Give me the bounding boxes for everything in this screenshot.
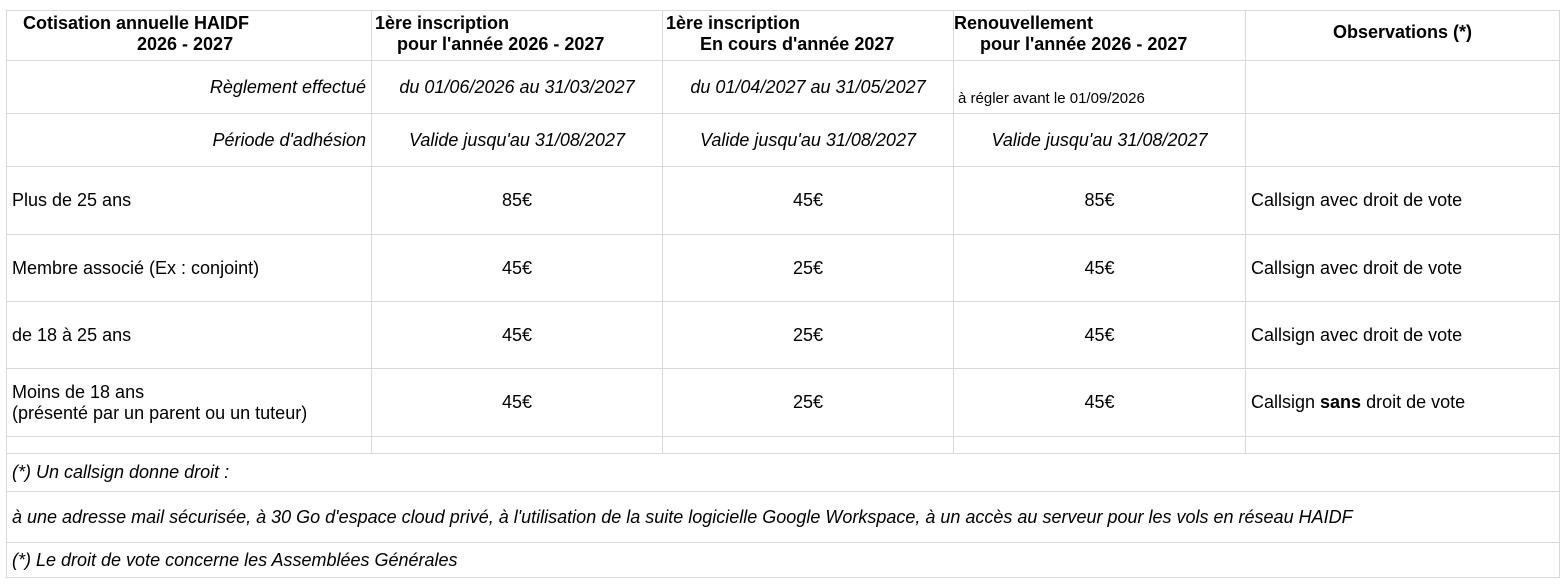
header-cell-first-registration-in-year bbox=[663, 11, 954, 61]
period-first-registration-validity: Valide jusqu'au 31/08/2027 bbox=[372, 114, 663, 167]
payment-row-label: Règlement effectué bbox=[7, 61, 372, 114]
table-row bbox=[7, 369, 1560, 437]
period-observations-cell bbox=[1246, 114, 1560, 167]
period-in-year-validity: Valide jusqu'au 31/08/2027 bbox=[663, 114, 954, 167]
header-first-registration-years: pour l'année 2026 - 2027 bbox=[397, 34, 605, 54]
header-in-year-title: 1ère inscription bbox=[666, 13, 801, 33]
observation-text-start: Callsign avec droit de vote bbox=[1251, 257, 1463, 278]
empty-cell bbox=[663, 437, 954, 454]
payment-observations-cell bbox=[1246, 61, 1560, 114]
callsign-note-title: (*) Un callsign donne droit : bbox=[7, 454, 1560, 492]
payment-first-registration-dates: du 01/06/2026 au 31/03/2027 bbox=[372, 61, 663, 114]
first-registration-fee: 45€ bbox=[372, 302, 663, 369]
header-annual-fee-years: 2026 - 2027 bbox=[137, 34, 234, 54]
category-label bbox=[7, 369, 372, 437]
first-registration-fee: 45€ bbox=[372, 369, 663, 437]
header-cell-annual-fee bbox=[7, 11, 372, 61]
category-label: de 18 à 25 ans bbox=[7, 302, 372, 369]
renewal-fee: 45€ bbox=[954, 369, 1246, 437]
observation-text-start: Callsign bbox=[1251, 392, 1321, 412]
header-cell-observations: Observations (*) bbox=[1246, 11, 1560, 61]
header-first-registration-title: 1ère inscription bbox=[375, 13, 510, 33]
observation-text bbox=[1246, 302, 1560, 369]
header-renewal-title: Renouvellement bbox=[954, 13, 1094, 33]
empty-cell bbox=[7, 437, 372, 454]
period-row bbox=[7, 114, 1560, 167]
header-row bbox=[7, 11, 1560, 61]
observation-text bbox=[1246, 369, 1560, 437]
observation-text-start: Callsign avec droit de vote bbox=[1251, 324, 1463, 345]
empty-cell bbox=[954, 437, 1246, 454]
category-label-detail: (présenté par un parent ou un tuteur) bbox=[12, 402, 308, 423]
renewal-fee: 85€ bbox=[954, 167, 1246, 235]
empty-row bbox=[7, 437, 1560, 454]
note-row bbox=[7, 454, 1560, 492]
period-row-label: Période d'adhésion bbox=[7, 114, 372, 167]
period-renewal-validity: Valide jusqu'au 31/08/2027 bbox=[954, 114, 1246, 167]
membership-fee-table bbox=[6, 10, 1560, 578]
in-year-fee: 25€ bbox=[663, 235, 954, 302]
first-registration-fee: 85€ bbox=[372, 167, 663, 235]
in-year-fee: 25€ bbox=[663, 369, 954, 437]
observation-text-end: droit de vote bbox=[1361, 392, 1466, 412]
first-registration-fee: 45€ bbox=[372, 235, 663, 302]
header-in-year-subtitle: En cours d'année 2027 bbox=[700, 34, 895, 54]
note-row bbox=[7, 543, 1560, 578]
note-row bbox=[7, 492, 1560, 543]
header-cell-first-registration bbox=[372, 11, 663, 61]
empty-cell bbox=[1246, 437, 1560, 454]
header-cell-renewal bbox=[954, 11, 1246, 61]
empty-cell bbox=[372, 437, 663, 454]
observation-text-start: Callsign avec droit de vote bbox=[1251, 190, 1463, 210]
payment-row bbox=[7, 61, 1560, 114]
voting-rights-note: (*) Le droit de vote concerne les Assemblées Générales bbox=[7, 543, 1560, 578]
renewal-fee: 45€ bbox=[954, 235, 1246, 302]
category-label: Membre associé (Ex : conjoint) bbox=[7, 235, 372, 302]
table-row bbox=[7, 167, 1560, 235]
callsign-benefits-note: à une adresse mail sécurisée, à 30 Go d'espace cloud privé, à l'utilisation de la suite logicielle Google Workspace, à un accès au serveur pour les vols en réseau HAIDF bbox=[7, 492, 1560, 543]
table-row bbox=[7, 302, 1560, 369]
observation-text bbox=[1246, 235, 1560, 302]
in-year-fee: 25€ bbox=[663, 302, 954, 369]
category-label: Plus de 25 ans bbox=[7, 167, 372, 235]
table-row bbox=[7, 235, 1560, 302]
category-label-main: Moins de 18 ans bbox=[12, 381, 145, 402]
header-renewal-years: pour l'année 2026 - 2027 bbox=[980, 34, 1188, 54]
header-annual-fee-title: Cotisation annuelle HAIDF bbox=[23, 13, 250, 33]
payment-in-year-dates: du 01/04/2027 au 31/05/2027 bbox=[663, 61, 954, 114]
renewal-fee: 45€ bbox=[954, 302, 1246, 369]
observation-emphasis: sans bbox=[1320, 392, 1362, 412]
payment-renewal-deadline: à régler avant le 01/09/2026 bbox=[954, 61, 1246, 114]
observation-text bbox=[1246, 167, 1560, 235]
in-year-fee: 45€ bbox=[663, 167, 954, 235]
